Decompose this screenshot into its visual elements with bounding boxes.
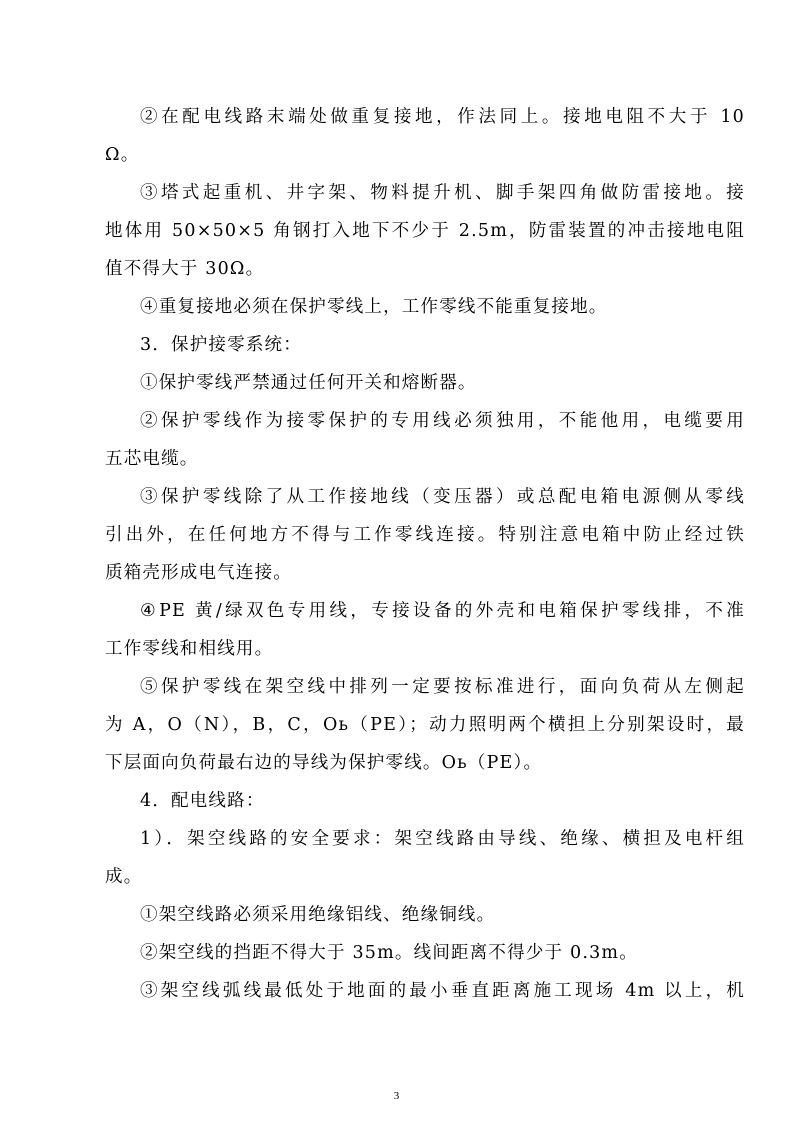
page-number: 3 <box>393 1090 400 1102</box>
text-line: ②在配电线路末端处做重复接地，作法同上。接地电阻不大于 10 <box>140 107 745 127</box>
text-line: 五芯电缆。 <box>105 449 199 469</box>
text-line: ①架空线路必须采用绝缘铝线、绝缘铜线。 <box>140 905 496 925</box>
text-line: 4．配电线路： <box>140 791 265 811</box>
text-line: 地体用 50×50×5 角钢打入地下不少于 2.5m，防雷装置的冲击接地电阻 <box>105 221 745 241</box>
text-line: ④重复接地必须在保护零线上，工作零线不能重复接地。 <box>140 297 608 317</box>
text-line: ①保护零线严禁通过任何开关和熔断器。 <box>140 373 477 393</box>
text-line: Ω。 <box>105 145 140 165</box>
text-line: 质箱壳形成电气连接。 <box>105 563 292 583</box>
text-line: ③塔式起重机、井字架、物料提升机、脚手架四角做防雷接地。接 <box>140 183 745 203</box>
text-line: 引出外，在任何地方不得与工作零线连接。特别注意电箱中防止经过铁 <box>105 525 745 545</box>
text-line: 1）．架空线路的安全要求：架空线路由导线、绝缘、横担及电杆组 <box>140 829 745 849</box>
text-line: ④PE 黄/绿双色专用线，专接设备的外壳和电箱保护零线排，不准 <box>140 601 745 621</box>
text-line: 下层面向负荷最右边的导线为保护零线。Oь（PE）。 <box>105 753 543 773</box>
text-line: 值不得大于 30Ω。 <box>105 259 265 279</box>
text-line: ②架空线的挡距不得大于 35m。线间距离不得少于 0.3m。 <box>140 943 638 963</box>
text-line: 3．保护接零系统： <box>140 335 302 355</box>
text-line: ③架空线弧线最低处于地面的最小垂直距离施工现场 4m 以上，机 <box>140 981 745 1001</box>
text-line: ③保护零线除了从工作接地线（变压器）或总配电箱电源侧从零线 <box>140 487 745 507</box>
text-line: ⑤保护零线在架空线中排列一定要按标准进行，面向负荷从左侧起 <box>140 677 745 697</box>
text-line: 为 A，O（N），B，C，Oь（PE）；动力照明两个横担上分别架设时，最 <box>105 715 745 735</box>
text-line: ②保护零线作为接零保护的专用线必须独用，不能他用，电缆要用 <box>140 411 745 431</box>
text-line: 工作零线和相线用。 <box>105 639 274 659</box>
text-line: 成。 <box>105 867 143 887</box>
